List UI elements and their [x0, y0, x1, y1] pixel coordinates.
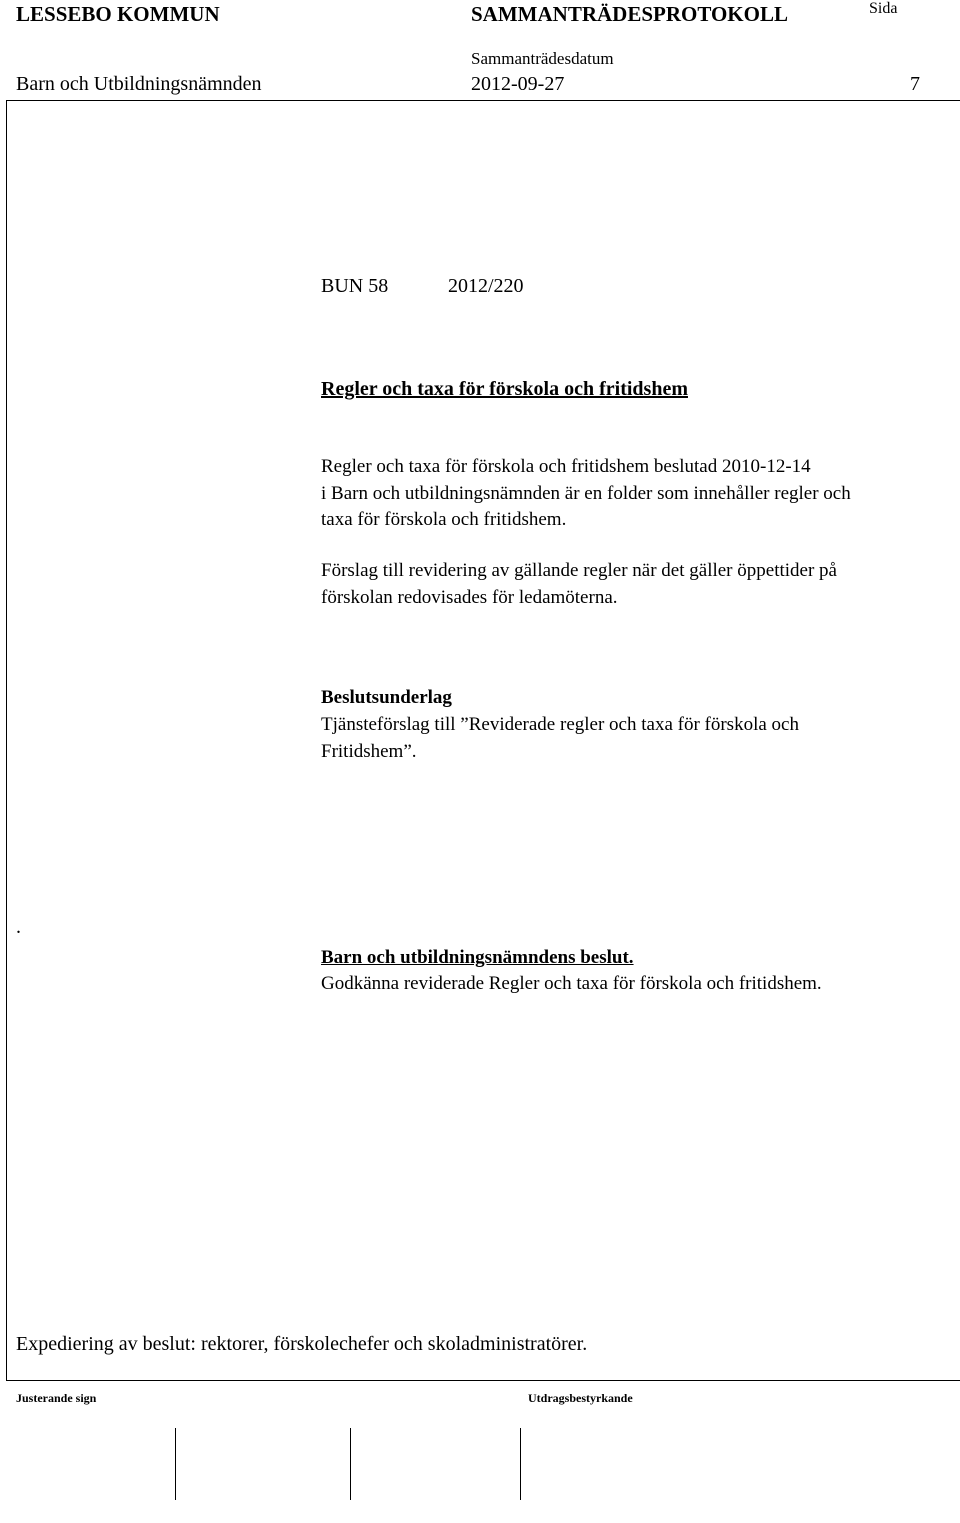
paragraph-line: Regler och taxa för förskola och fritidshem beslutad 2010-12-14 [321, 456, 811, 477]
signature-box-divider [520, 1428, 521, 1500]
paragraph-line: i Barn och utbildningsnämnden är en folder som innehåller regler och [321, 482, 851, 504]
basis-line: Tjänsteförslag till ”Reviderade regler och taxa för förskola och [321, 714, 799, 735]
header-rule [6, 100, 960, 101]
paragraph-line: Förslag till revidering av gällande regler när det gäller öppettider på [321, 560, 837, 581]
basis-line: Fritidshem”. [321, 740, 417, 762]
extract-certification-label: Utdragsbestyrkande [528, 1391, 633, 1405]
meeting-date-label: Sammanträdesdatum [471, 49, 614, 68]
paragraph-line: förskolan redovisades för ledamöterna. [321, 586, 618, 608]
margin-dot: . [16, 916, 21, 938]
paragraph-line: taxa för förskola och fritidshem. [321, 509, 567, 530]
decision-heading: Barn och utbildningsnämndens beslut. [321, 947, 634, 968]
left-margin-rule [6, 100, 7, 1380]
basis-text [321, 712, 799, 765]
municipality-name: LESSEBO KOMMUN [16, 2, 220, 26]
paragraph-background [321, 454, 851, 534]
footer-rule [6, 1380, 960, 1381]
decision-text: Godkänna reviderade Regler och taxa för förskola och fritidshem. [321, 973, 822, 994]
basis-heading: Beslutsunderlag [321, 687, 452, 708]
signature-box-divider [350, 1428, 351, 1500]
case-id: BUN 58 [321, 275, 389, 297]
page-number: 7 [910, 73, 920, 95]
meeting-date: 2012-09-27 [471, 73, 565, 95]
dispatch-note: Expediering av beslut: rektorer, förskolechefer och skoladministratörer. [16, 1333, 588, 1355]
paragraph-proposal [321, 558, 837, 611]
document-type: SAMMANTRÄDESPROTOKOLL [471, 2, 788, 26]
committee-name: Barn och Utbildningsnämnden [16, 73, 262, 95]
signatures-label: Justerande sign [16, 1391, 97, 1405]
signature-box-divider [175, 1428, 176, 1500]
case-title: Regler och taxa för förskola och fritidshem [321, 378, 688, 400]
page-label: Sida [869, 0, 898, 17]
diary-number: 2012/220 [448, 275, 524, 297]
